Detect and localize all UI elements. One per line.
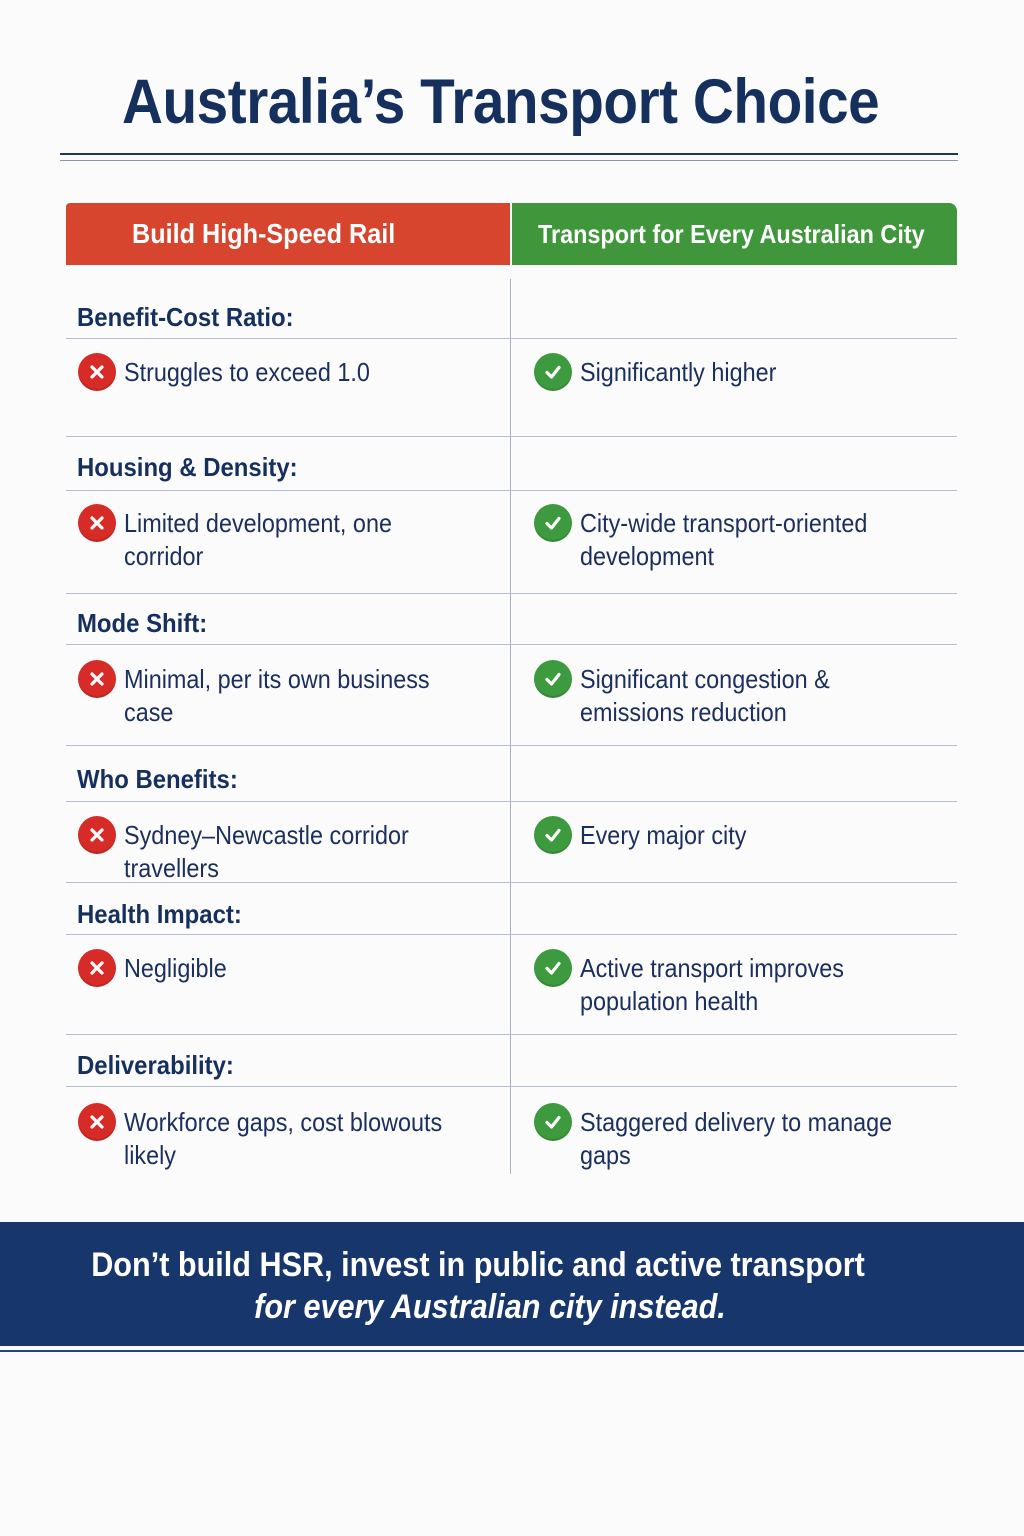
title-rule [60, 153, 958, 155]
conclusion-banner [0, 1222, 1024, 1346]
cell-text: Negligible [124, 953, 227, 983]
x-icon [78, 949, 116, 987]
comparison-cell-rail [78, 1106, 508, 1172]
row-rule [66, 745, 957, 746]
row-rule [66, 338, 957, 339]
check-icon [534, 816, 572, 854]
check-icon [534, 353, 572, 391]
category-label: Benefit-Cost Ratio: [77, 302, 294, 332]
check-icon [534, 504, 572, 542]
x-icon [78, 353, 116, 391]
row-rule [66, 1086, 957, 1087]
row-rule [66, 436, 957, 437]
x-icon [78, 504, 116, 542]
row-rule [66, 1034, 957, 1035]
check-icon [534, 1103, 572, 1141]
cell-text: Staggered delivery to manage gaps [580, 1107, 893, 1170]
comparison-cell-city [534, 952, 954, 1018]
row-rule [66, 801, 957, 802]
category-label: Who Benefits: [77, 764, 238, 794]
cell-text: Minimal, per its own business case [124, 664, 430, 727]
cell-text: Sydney–Newcastle corridor travellers [124, 820, 409, 883]
category-label: Deliverability: [77, 1050, 234, 1080]
title-rule-thin [60, 160, 958, 161]
comparison-cell-rail [78, 819, 508, 885]
cell-text: Significantly higher [580, 357, 777, 387]
row-rule [66, 490, 957, 491]
comparison-cell-city [534, 663, 954, 729]
cell-text: City-wide transport-oriented development [580, 508, 868, 571]
cell-text: Limited development, one corridor [124, 508, 392, 571]
banner-line-1: Don’t build HSR, invest in public and active transport [91, 1246, 865, 1284]
column-header-high-speed-rail [66, 203, 510, 265]
cell-text: Struggles to exceed 1.0 [124, 357, 370, 387]
row-rule [66, 934, 957, 935]
comparison-cell-city [534, 819, 954, 854]
cell-text: Workforce gaps, cost blowouts likely [124, 1107, 443, 1170]
column-header-city-transport [512, 203, 957, 265]
x-icon [78, 660, 116, 698]
comparison-cell-rail [78, 356, 508, 391]
comparison-cell-city [534, 1106, 954, 1172]
check-icon [534, 949, 572, 987]
comparison-cell-city [534, 356, 954, 391]
x-icon [78, 1103, 116, 1141]
comparison-cell-rail [78, 663, 508, 729]
x-icon [78, 816, 116, 854]
column-header-label: Transport for Every Australian City [538, 218, 925, 249]
row-rule [66, 593, 957, 594]
banner-rule [0, 1350, 1024, 1352]
comparison-cell-rail [78, 952, 508, 987]
banner-line-2: for every Australian city instead. [254, 1288, 726, 1326]
category-label: Housing & Density: [77, 452, 298, 482]
check-icon [534, 660, 572, 698]
column-header-label: Build High-Speed Rail [132, 218, 396, 249]
row-rule [66, 644, 957, 645]
category-label: Health Impact: [77, 899, 242, 929]
cell-text: Significant congestion & emissions reduction [580, 664, 830, 727]
page-title: Australia’s Transport Choice [122, 67, 880, 137]
comparison-cell-city [534, 507, 954, 573]
column-divider [510, 279, 511, 1174]
comparison-cell-rail [78, 507, 508, 573]
cell-text: Every major city [580, 820, 747, 850]
category-label: Mode Shift: [77, 608, 208, 638]
cell-text: Active transport improves population health [580, 953, 844, 1016]
